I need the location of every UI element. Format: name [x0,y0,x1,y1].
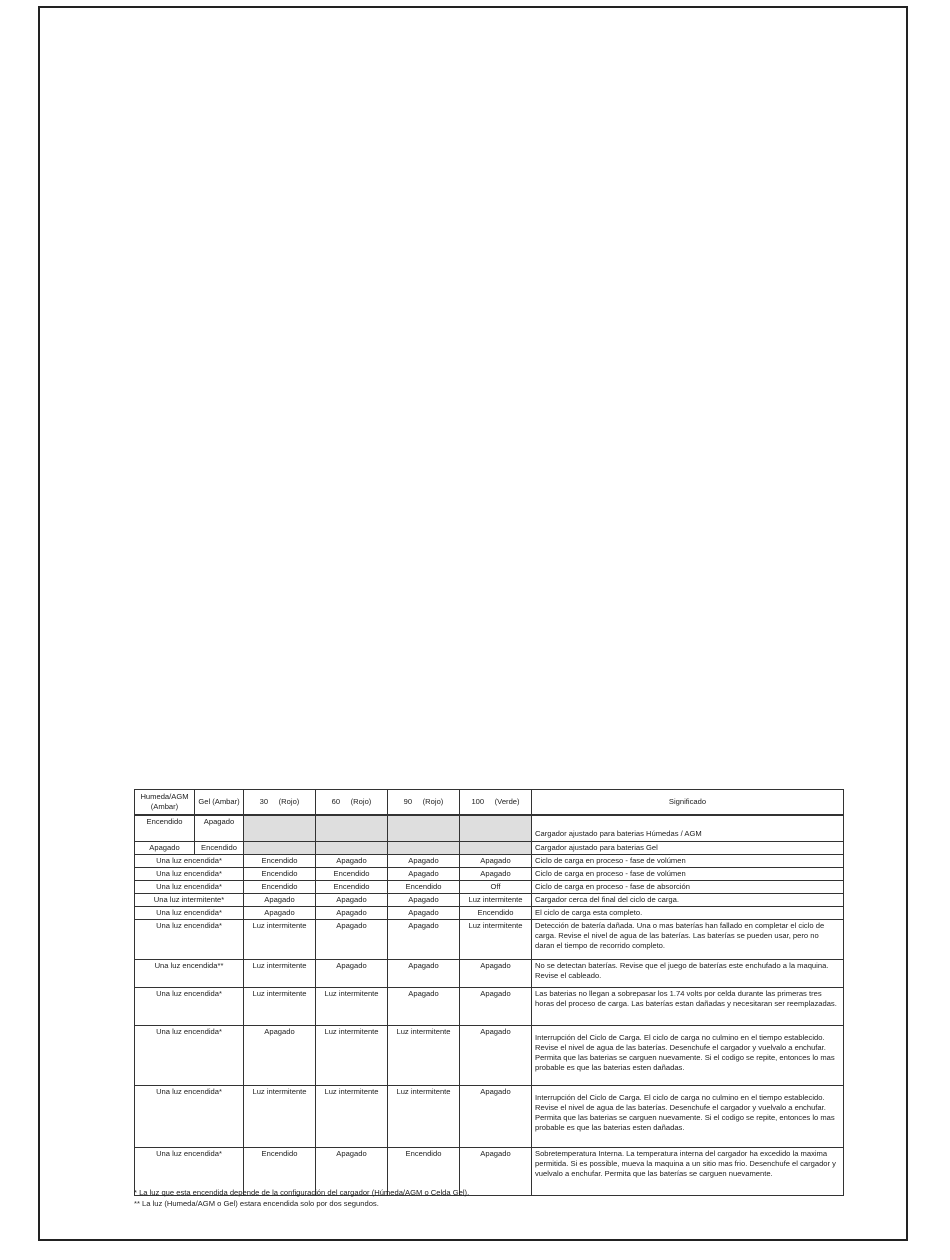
cell-meaning: Sobretemperatura Interna. La temperatura interna del cargador ha excedido la maxima permitida. Si es possible, mueva la maquina a un sitio mas frio. Desenchufe el cargador y vuelvalo a enchufar. Permita que las baterías se carguen nuevamente. [532,1147,844,1195]
table-header-row [135,790,844,816]
cell-amber-light: Una luz encendida* [135,1147,244,1195]
cell-90: Apagado [388,906,460,919]
table-row [135,893,844,906]
cell-30: Encendido [244,1147,316,1195]
table-row [135,815,844,841]
cell-100: Apagado [460,959,532,987]
cell-meaning: El ciclo de carga esta completo. [532,906,844,919]
cell-60: Apagado [316,906,388,919]
cell-30: Encendido [244,880,316,893]
cell-humeda: Apagado [135,841,195,854]
header-100-verde: 100 (Verde) [460,790,532,816]
cell-60: Apagado [316,919,388,959]
cell-30: Encendido [244,854,316,867]
cell-100: Apagado [460,867,532,880]
cell-60: Luz intermitente [316,1025,388,1085]
cell-30: Luz intermitente [244,919,316,959]
cell-30: Apagado [244,1025,316,1085]
header-humeda-agm: Humeda/AGM (Ambar) [135,790,195,816]
header-30-rojo: 30 (Rojo) [244,790,316,816]
cell-100: Apagado [460,987,532,1025]
cell-100: Apagado [460,1025,532,1085]
table-row [135,854,844,867]
cell-meaning: Interrupción del Ciclo de Carga. El ciclo de carga no culmino en el tiempo establecido. Revise el nivel de agua de las baterías. Desenchufe el cargador y vuelvalo a enchufar. Permita que las baterias se carguen nuevamente. Si el codigo se repite, entonces lo mas probable es que las baterias esten dañadas. [532,1085,844,1147]
led-status-table-container [134,789,843,1196]
cell-amber-light: Una luz encendida* [135,1085,244,1147]
cell-amber-light: Una luz encendida** [135,959,244,987]
cell-amber-light: Una luz encendida* [135,919,244,959]
cell-90: Apagado [388,919,460,959]
cell-amber-light: Una luz encendida* [135,906,244,919]
cell-90: Encendido [388,1147,460,1195]
cell-meaning: Las baterias no llegan a sobrepasar los 1.74 volts por celda durante las primeras tres horas del proceso de carga. Las baterías estan dañadas y necesitaran ser reemplazadas. [532,987,844,1025]
cell-90: Encendido [388,880,460,893]
cell-60-shaded [316,815,388,841]
cell-meaning: Detección de batería dañada. Una o mas baterías han fallado en completar el ciclo de carga. Revise el nivel de agua de las baterías. Las baterías se pueden usar, pero no daran el tiempo de recorrido completo. [532,919,844,959]
header-significado: Significado [532,790,844,816]
cell-100: Encendido [460,906,532,919]
footnote-single-asterisk: * La luz que esta encendida depende de la configuración del cargador (Húmeda/AGM o Celda Gel). [134,1188,470,1197]
cell-amber-light: Una luz encendida* [135,867,244,880]
cell-100: Luz intermitente [460,893,532,906]
cell-60: Apagado [316,959,388,987]
cell-30-shaded [244,841,316,854]
cell-gel: Encendido [195,841,244,854]
cell-60: Luz intermitente [316,987,388,1025]
cell-90-shaded [388,841,460,854]
table-row [135,867,844,880]
cell-100-shaded [460,841,532,854]
cell-meaning: No se detectan baterías. Revise que el juego de baterías este enchufado a la maquina. Revise el cableado. [532,959,844,987]
cell-60-shaded [316,841,388,854]
cell-30: Luz intermitente [244,959,316,987]
cell-30: Luz intermitente [244,1085,316,1147]
cell-60: Encendido [316,867,388,880]
table-row [135,880,844,893]
cell-90: Apagado [388,867,460,880]
cell-meaning: Ciclo de carga en proceso - fase de absorción [532,880,844,893]
footnotes [134,1187,469,1209]
cell-gel: Apagado [195,815,244,841]
cell-amber-light: Una luz encendida* [135,880,244,893]
cell-100-shaded [460,815,532,841]
cell-60: Apagado [316,893,388,906]
cell-meaning: Ciclo de carga en proceso - fase de volúmen [532,854,844,867]
cell-90: Luz intermitente [388,1085,460,1147]
cell-meaning: Cargador cerca del final del ciclo de carga. [532,893,844,906]
cell-30: Encendido [244,867,316,880]
header-60-rojo: 60 (Rojo) [316,790,388,816]
cell-100: Luz intermitente [460,919,532,959]
cell-90-shaded [388,815,460,841]
footnote-double-asterisk: ** La luz (Humeda/AGM o Gel) estara encendida solo por dos segundos. [134,1199,379,1208]
cell-amber-light: Una luz intermitente* [135,893,244,906]
cell-90: Apagado [388,854,460,867]
cell-30-shaded [244,815,316,841]
cell-60: Apagado [316,854,388,867]
cell-30: Apagado [244,893,316,906]
cell-meaning: Cargador ajustado para baterias Húmedas / AGM [532,815,844,841]
cell-100: Apagado [460,854,532,867]
cell-amber-light: Una luz encendida* [135,854,244,867]
table-row [135,841,844,854]
cell-60: Encendido [316,880,388,893]
cell-meaning: Interrupción del Ciclo de Carga. El ciclo de carga no culmino en el tiempo establecido. Revise el nivel de agua de las baterías. Desenchufe el cargador y vuelvalo a enchufar. Permita que las baterias se carguen nuevamente. Si el codigo se repite, entonces lo mas probable es que las baterias esten dañadas. [532,1025,844,1085]
cell-90: Luz intermitente [388,1025,460,1085]
cell-amber-light: Una luz encendida* [135,1025,244,1085]
cell-30: Luz intermitente [244,987,316,1025]
cell-meaning: Cargador ajustado para baterias Gel [532,841,844,854]
header-90-rojo: 90 (Rojo) [388,790,460,816]
cell-meaning: Ciclo de carga en proceso - fase de volúmen [532,867,844,880]
table-row [135,959,844,987]
table-row [135,987,844,1025]
header-gel: Gel (Ambar) [195,790,244,816]
cell-90: Apagado [388,959,460,987]
cell-90: Apagado [388,893,460,906]
table-row [135,906,844,919]
led-status-table [134,789,844,1196]
cell-humeda: Encendido [135,815,195,841]
cell-100: Off [460,880,532,893]
cell-60: Luz intermitente [316,1085,388,1147]
table-row [135,1025,844,1085]
cell-60: Apagado [316,1147,388,1195]
cell-amber-light: Una luz encendida* [135,987,244,1025]
cell-100: Apagado [460,1085,532,1147]
table-row [135,919,844,959]
cell-30: Apagado [244,906,316,919]
cell-90: Apagado [388,987,460,1025]
table-row [135,1085,844,1147]
cell-100: Apagado [460,1147,532,1195]
